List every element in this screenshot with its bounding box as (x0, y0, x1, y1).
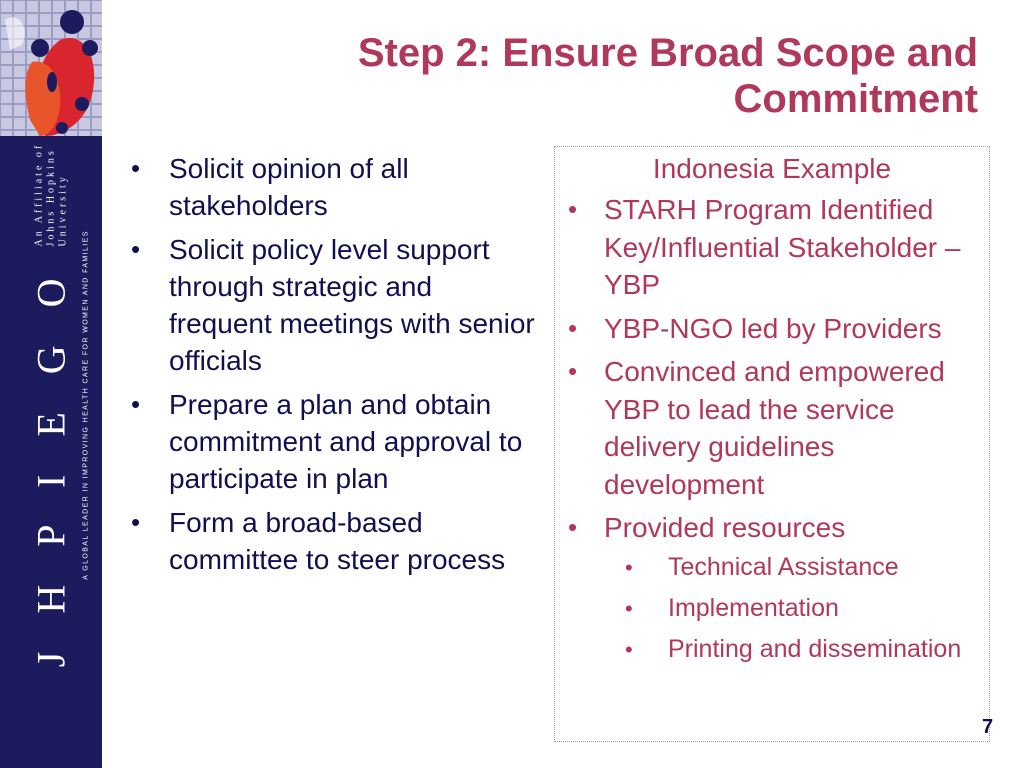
sub-bullet: • Implementation (565, 592, 979, 625)
sub-bullet: • Technical Assistance (565, 551, 979, 584)
affiliate-text: An Affiliate of Johns Hopkins University (33, 142, 68, 247)
example-bullet: • Convinced and empowered YBP to lead the service delivery guidelines development (565, 353, 979, 503)
page-number: 7 (982, 716, 994, 738)
example-box (554, 146, 990, 742)
brand-tagline: A GLOBAL LEADER IN IMPROVING HEALTH CARE FOR WOMEN AND FAMILIES (82, 230, 90, 580)
example-bullet: • STARH Program Identified Key/Influential Stakeholder – YBP (565, 191, 979, 304)
bullet-item: • Prepare a plan and obtain commitment and approval to participate in plan (128, 386, 538, 497)
logo-artwork (0, 0, 102, 136)
slide-title: Step 2: Ensure Broad Scope and Commitment (357, 31, 978, 121)
example-bullet-resources (565, 509, 979, 666)
sub-bullet: • Printing and dissemination (565, 633, 979, 666)
example-heading: Indonesia Example (652, 153, 892, 184)
bullet-item: • Solicit opinion of all stakeholders (128, 150, 538, 224)
example-bullet: • YBP-NGO led by Providers (565, 310, 979, 348)
brand-vertical (0, 142, 102, 668)
sidebar-band (0, 0, 102, 768)
main-bullets (128, 150, 538, 585)
bullet-item: • Solicit policy level support through strategic and frequent meetings with senior officials (128, 231, 538, 379)
brand-wordmark: J H P I E G O (28, 264, 74, 668)
bullet-item: • Form a broad-based committee to steer process (128, 504, 538, 578)
example-bullet-label: Provided resources (604, 512, 846, 543)
